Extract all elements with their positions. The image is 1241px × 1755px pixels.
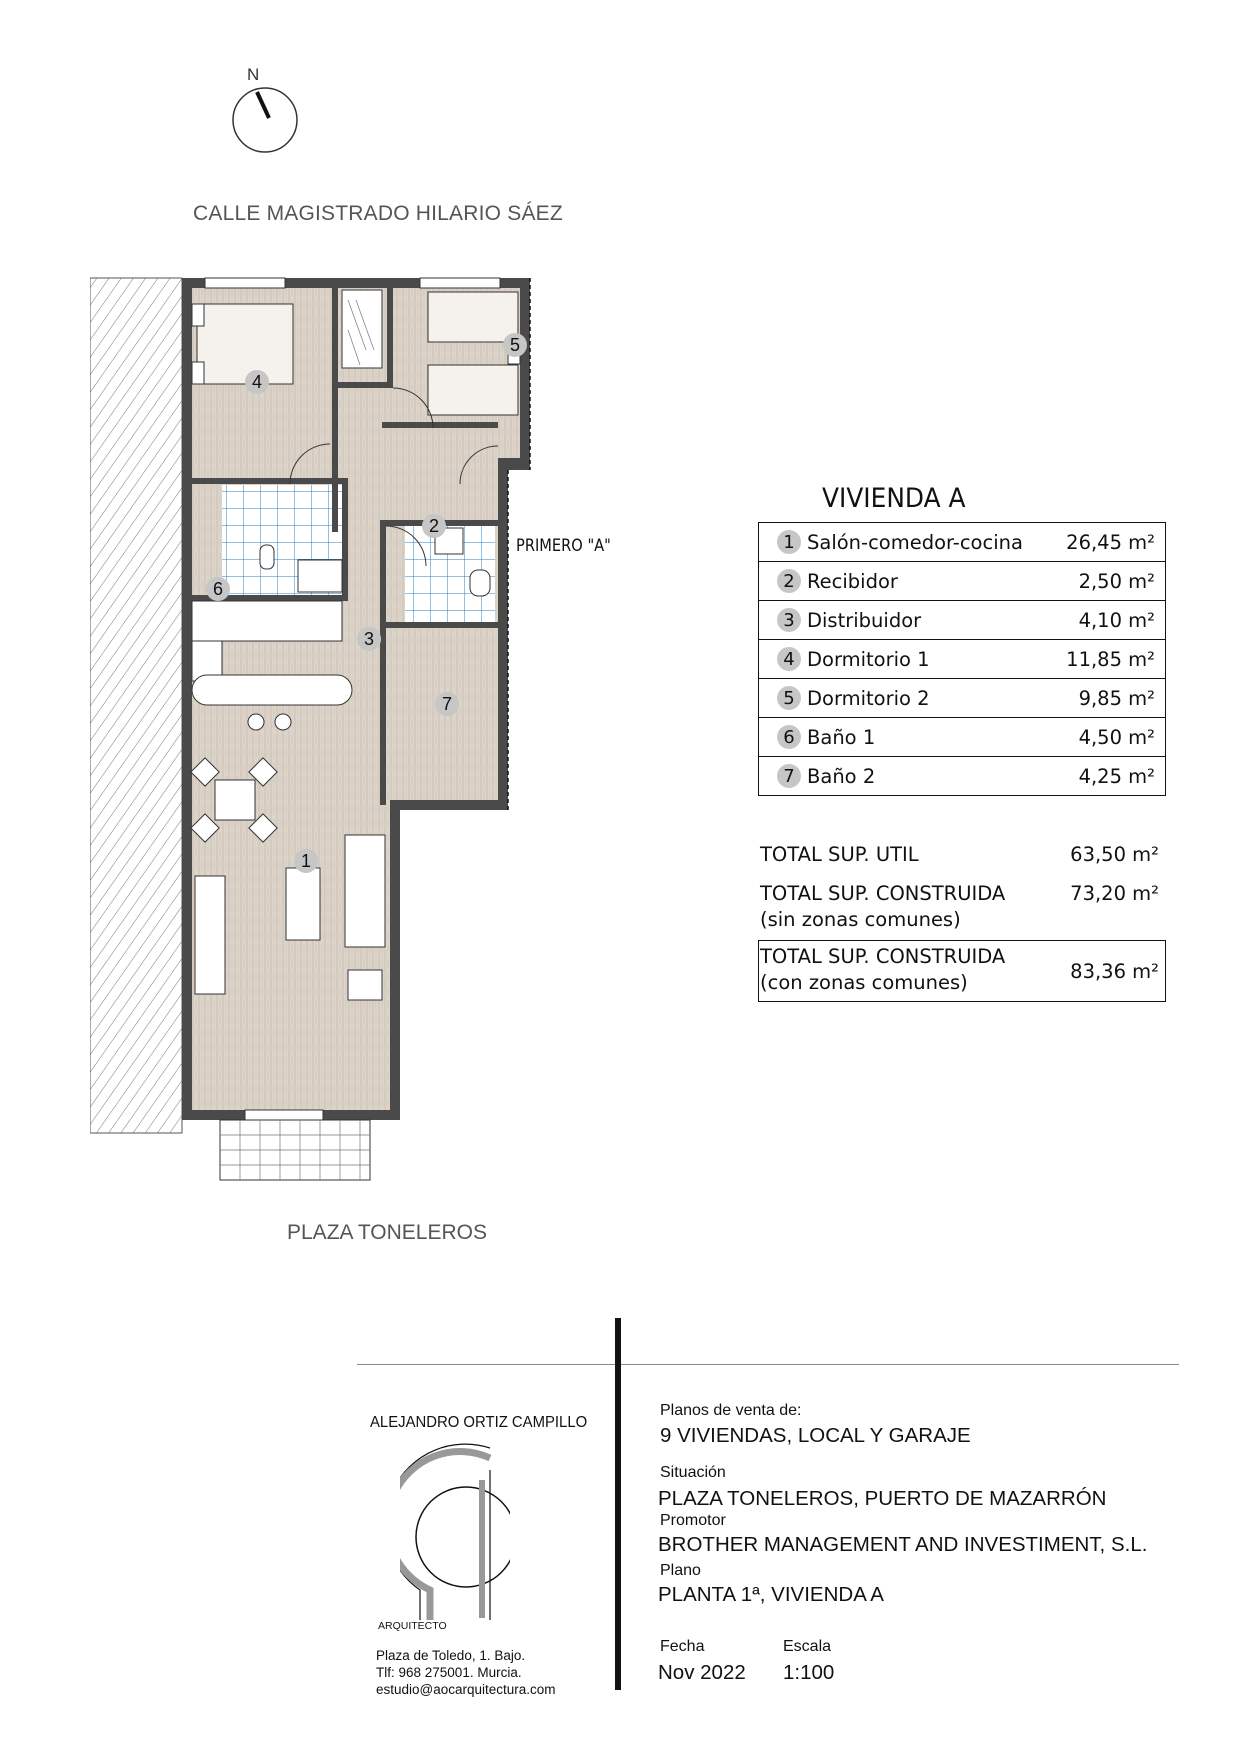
room-name: Dormitorio 1 — [807, 647, 930, 671]
room-row — [759, 640, 1166, 679]
room-label-cell — [759, 757, 1055, 796]
architect-name: ALEJANDRO ORTIZ CAMPILLO — [370, 1414, 588, 1431]
plan-room-marker-1: 1 — [294, 849, 318, 873]
room-row — [759, 718, 1166, 757]
room-number-badge: 6 — [777, 725, 801, 749]
vivienda-title: VIVIENDA A — [822, 483, 966, 514]
room-label-cell — [759, 562, 1055, 601]
room-row — [759, 757, 1166, 796]
total-construida-label: TOTAL SUP. CONSTRUIDA — [760, 882, 1006, 905]
promotor-value: BROTHER MANAGEMENT AND INVESTIMENT, S.L. — [658, 1533, 1148, 1556]
fecha-value: Nov 2022 — [658, 1661, 746, 1684]
room-row — [759, 562, 1166, 601]
room-label-cell — [759, 679, 1055, 718]
room-number-badge: 7 — [777, 764, 801, 788]
plan-room-marker-7: 7 — [435, 692, 459, 716]
situacion-label: Situación — [660, 1464, 726, 1481]
room-number-badge: 2 — [777, 569, 801, 593]
room-area: 9,85 m² — [1054, 679, 1165, 718]
total-construida-value: 73,20 m² — [1070, 882, 1159, 905]
room-label-cell — [759, 718, 1055, 757]
address-email: estudio@aocarquitectura.com — [376, 1682, 556, 1697]
planos-label: Planos de venta de: — [660, 1402, 802, 1419]
room-area: 26,45 m² — [1054, 523, 1165, 562]
plan-room-marker-5: 5 — [503, 333, 527, 357]
escala-value: 1:100 — [783, 1661, 835, 1684]
compass-label: N — [247, 65, 260, 84]
plan-room-marker-4: 4 — [245, 370, 269, 394]
room-name: Distribuidor — [807, 608, 922, 632]
plan-room-marker-2: 2 — [422, 514, 446, 538]
title-block-divider-h — [357, 1364, 1179, 1365]
planos-value: 9 VIVIENDAS, LOCAL Y GARAJE — [660, 1424, 971, 1447]
north-arrow-icon — [224, 58, 324, 158]
escala-label: Escala — [783, 1638, 832, 1655]
total-util-value: 63,50 m² — [1070, 843, 1159, 866]
situacion-value: PLAZA TONELEROS, PUERTO DE MAZARRÓN — [658, 1487, 1107, 1510]
room-number-badge: 4 — [777, 647, 801, 671]
plano-label: Plano — [660, 1562, 701, 1579]
rooms-table — [758, 522, 1166, 796]
room-row — [759, 601, 1166, 640]
plan-room-marker-3: 3 — [357, 627, 381, 651]
plano-value: PLANTA 1ª, VIVIENDA A — [658, 1583, 884, 1606]
room-label-cell — [759, 640, 1055, 679]
total-construida-comunes-sub: (con zonas comunes) — [760, 971, 968, 994]
plan-room-marker-6: 6 — [206, 577, 230, 601]
room-row — [759, 679, 1166, 718]
room-name: Dormitorio 2 — [807, 686, 930, 710]
total-construida-comunes-value: 83,36 m² — [1070, 960, 1159, 983]
room-label-cell — [759, 523, 1055, 562]
architect-logo — [400, 1440, 510, 1630]
room-name: Baño 2 — [807, 764, 876, 788]
room-area: 11,85 m² — [1054, 640, 1165, 679]
address-line-2: Tlf: 968 275001. Murcia. — [376, 1665, 522, 1680]
title-block-divider-v — [615, 1318, 621, 1690]
street-label-south: PLAZA TONELEROS — [287, 1221, 487, 1244]
room-area: 4,25 m² — [1054, 757, 1165, 796]
room-label-cell — [759, 601, 1055, 640]
room-area: 4,10 m² — [1054, 601, 1165, 640]
room-row — [759, 523, 1166, 562]
address-line-1: Plaza de Toledo, 1. Bajo. — [376, 1648, 526, 1663]
promotor-label: Promotor — [660, 1512, 726, 1529]
architect-subtitle: ARQUITECTO — [378, 1620, 447, 1632]
room-area: 4,50 m² — [1054, 718, 1165, 757]
unit-label: PRIMERO "A" — [516, 536, 611, 556]
total-construida-sub: (sin zonas comunes) — [760, 908, 961, 931]
room-name: Salón-comedor-cocina — [807, 530, 1023, 554]
room-number-badge: 1 — [777, 530, 801, 554]
floor-plan — [90, 270, 660, 1190]
room-name: Baño 1 — [807, 725, 876, 749]
room-number-badge: 5 — [777, 686, 801, 710]
room-name: Recibidor — [807, 569, 898, 593]
fecha-label: Fecha — [660, 1638, 705, 1655]
street-label-north: CALLE MAGISTRADO HILARIO SÁEZ — [193, 202, 563, 225]
neighbour-hatch — [90, 278, 182, 1133]
total-util-label: TOTAL SUP. UTIL — [760, 843, 919, 866]
room-number-badge: 3 — [777, 608, 801, 632]
room-area: 2,50 m² — [1054, 562, 1165, 601]
total-construida-comunes-label: TOTAL SUP. CONSTRUIDA — [760, 945, 1006, 968]
